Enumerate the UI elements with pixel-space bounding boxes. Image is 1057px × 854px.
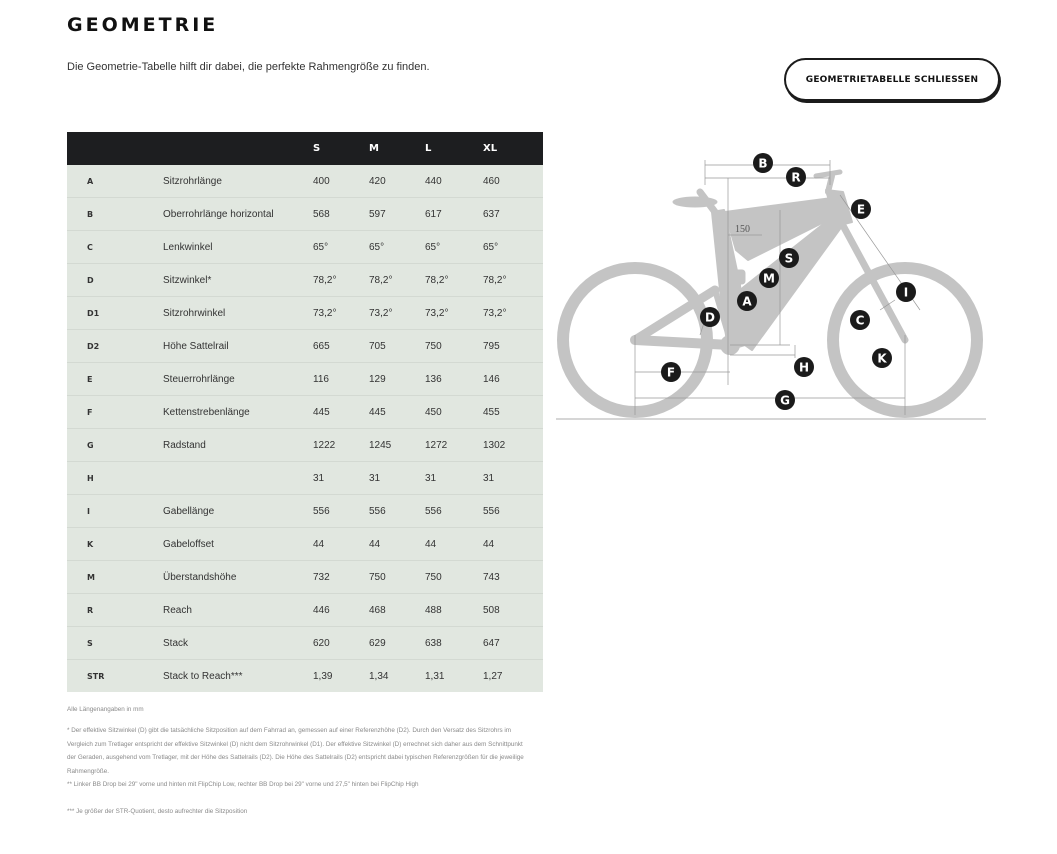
marker-label: S [784, 251, 794, 266]
value-size-m: 1,34 [369, 660, 425, 693]
value-size-xl: 44 [483, 528, 543, 561]
value-size-m: 65° [369, 231, 425, 264]
value-size-l: 440 [425, 165, 483, 198]
row-label: Gabeloffset [163, 528, 313, 561]
marker-d [700, 307, 720, 327]
table-row [67, 528, 543, 561]
row-code: M [67, 561, 163, 594]
marker-label: A [742, 294, 752, 309]
value-size-s: 556 [313, 495, 369, 528]
footnotes [67, 703, 527, 819]
row-code: G [67, 429, 163, 462]
value-size-m: 629 [369, 627, 425, 660]
value-size-xl: 146 [483, 363, 543, 396]
table-row [67, 297, 543, 330]
marker-label: H [798, 360, 810, 375]
value-size-xl: 1,27 [483, 660, 543, 693]
value-size-l: 450 [425, 396, 483, 429]
table-header-row [67, 132, 543, 165]
table-row [67, 330, 543, 363]
marker-label: C [855, 313, 865, 328]
row-label: Stack to Reach*** [163, 660, 313, 693]
value-size-l: 750 [425, 561, 483, 594]
value-size-l: 1272 [425, 429, 483, 462]
value-size-s: 116 [313, 363, 369, 396]
value-size-xl: 65° [483, 231, 543, 264]
page-title: GEOMETRIE [67, 14, 219, 36]
value-size-xl: 1302 [483, 429, 543, 462]
row-label: Höhe Sattelrail [163, 330, 313, 363]
marker-label: G [780, 393, 790, 408]
marker-label: M [763, 271, 775, 286]
value-size-s: 78,2° [313, 264, 369, 297]
value-size-s: 446 [313, 594, 369, 627]
value-size-m: 556 [369, 495, 425, 528]
row-label: Sitzwinkel* [163, 264, 313, 297]
value-size-s: 1222 [313, 429, 369, 462]
row-label: Radstand [163, 429, 313, 462]
marker-label: D [705, 310, 715, 325]
marker-r [786, 167, 806, 187]
marker-b [753, 153, 773, 173]
value-size-l: 136 [425, 363, 483, 396]
row-label: Oberrohrlänge horizontal [163, 198, 313, 231]
header-size-m: M [369, 132, 425, 165]
value-size-m: 597 [369, 198, 425, 231]
value-size-m: 73,2° [369, 297, 425, 330]
value-size-l: 31 [425, 462, 483, 495]
value-size-s: 65° [313, 231, 369, 264]
marker-g [775, 390, 795, 410]
note-str: *** Je größer der STR-Quotient, desto aufrechter die Sitzposition [67, 808, 248, 815]
value-size-l: 488 [425, 594, 483, 627]
value-size-l: 556 [425, 495, 483, 528]
value-size-m: 705 [369, 330, 425, 363]
value-size-xl: 31 [483, 462, 543, 495]
value-size-s: 732 [313, 561, 369, 594]
value-size-xl: 460 [483, 165, 543, 198]
value-size-s: 445 [313, 396, 369, 429]
geometry-table [67, 132, 543, 692]
row-code: B [67, 198, 163, 231]
row-label: Reach [163, 594, 313, 627]
header-size-l: L [425, 132, 483, 165]
table-row [67, 561, 543, 594]
value-size-s: 400 [313, 165, 369, 198]
value-size-xl: 73,2° [483, 297, 543, 330]
header-code [67, 132, 163, 165]
row-code: A [67, 165, 163, 198]
note-units: Alle Längenangaben in mm [67, 706, 144, 713]
table-row [67, 264, 543, 297]
value-size-s: 73,2° [313, 297, 369, 330]
value-size-l: 750 [425, 330, 483, 363]
row-label: Kettenstrebenlänge [163, 396, 313, 429]
value-size-l: 44 [425, 528, 483, 561]
row-label [163, 462, 313, 495]
marker-i [896, 282, 916, 302]
value-size-xl: 508 [483, 594, 543, 627]
value-size-m: 31 [369, 462, 425, 495]
value-size-l: 65° [425, 231, 483, 264]
close-geometry-table-button[interactable]: GEOMETRIETABELLE SCHLIESSEN [784, 58, 1000, 101]
value-size-m: 129 [369, 363, 425, 396]
marker-h [794, 357, 814, 377]
table-row [67, 363, 543, 396]
value-size-xl: 455 [483, 396, 543, 429]
value-size-s: 1,39 [313, 660, 369, 693]
note-bb-drop: ** Linker BB Drop bei 29" vorne und hinten mit FlipChip Low, rechter BB Drop bei 29" vorne und 27,5" hinten bei FlipChip High [67, 781, 419, 788]
table-row [67, 462, 543, 495]
value-size-l: 638 [425, 627, 483, 660]
value-size-m: 750 [369, 561, 425, 594]
value-size-xl: 647 [483, 627, 543, 660]
table-row [67, 165, 543, 198]
marker-e [851, 199, 871, 219]
row-label: Sitzrohrlänge [163, 165, 313, 198]
row-code: STR [67, 660, 163, 693]
row-label: Gabellänge [163, 495, 313, 528]
value-size-m: 78,2° [369, 264, 425, 297]
row-code: D2 [67, 330, 163, 363]
note-seat-angle: * Der effektive Sitzwinkel (D) gibt die tatsächliche Sitzposition auf dem Fahrrad an, gemessen auf einer Referenzhöhe (D2). Durch den Versatz des Sitzrohrs im Vergleich zum Tretlager entspricht der effektive Sitzwinkel (D) nicht dem Sitzrohrwinkel (D1). Der effektive Sitzwinkel (D) errechnet sich daher aus dem Schnittpunkt der Geraden, ausgehend vom Tretlager, mit der Höhe des Sattelrails (D2). Die Höhe des Sattelrails (D2) entspricht dabei typischen Referenzgrößen für die jeweilige Rahmengröße. [67, 727, 524, 775]
row-label: Sitzrohrwinkel [163, 297, 313, 330]
value-size-l: 1,31 [425, 660, 483, 693]
row-code: D1 [67, 297, 163, 330]
row-code: F [67, 396, 163, 429]
header-size-xl: XL [483, 132, 543, 165]
value-size-s: 568 [313, 198, 369, 231]
marker-label: E [856, 202, 866, 217]
row-label: Überstandshöhe [163, 561, 313, 594]
marker-label: R [791, 170, 801, 185]
value-size-xl: 78,2° [483, 264, 543, 297]
value-size-l: 617 [425, 198, 483, 231]
row-code: S [67, 627, 163, 660]
value-size-m: 468 [369, 594, 425, 627]
value-size-xl: 795 [483, 330, 543, 363]
row-code: H [67, 462, 163, 495]
table-row [67, 594, 543, 627]
marker-label: B [758, 156, 768, 171]
marker-k [872, 348, 892, 368]
page-subtitle: Die Geometrie-Tabelle hilft dir dabei, die perfekte Rahmengröße zu finden. [67, 61, 430, 73]
bike-geometry-diagram [540, 140, 1000, 440]
header-name [163, 132, 313, 165]
header-size-s: S [313, 132, 369, 165]
row-code: C [67, 231, 163, 264]
table-row [67, 660, 543, 693]
marker-label: K [877, 351, 887, 366]
table-row [67, 429, 543, 462]
table-row [67, 231, 543, 264]
table-row [67, 495, 543, 528]
value-size-m: 445 [369, 396, 425, 429]
row-label: Steuerrohrlänge [163, 363, 313, 396]
marker-s [779, 248, 799, 268]
value-size-l: 78,2° [425, 264, 483, 297]
value-size-m: 44 [369, 528, 425, 561]
marker-m [759, 268, 779, 288]
table-row [67, 396, 543, 429]
dimension-150-label: 150 [735, 224, 750, 235]
row-label: Stack [163, 627, 313, 660]
value-size-xl: 743 [483, 561, 543, 594]
row-code: E [67, 363, 163, 396]
table-row [67, 627, 543, 660]
value-size-s: 44 [313, 528, 369, 561]
value-size-xl: 556 [483, 495, 543, 528]
row-code: I [67, 495, 163, 528]
marker-c [850, 310, 870, 330]
marker-label: I [903, 285, 909, 300]
value-size-m: 1245 [369, 429, 425, 462]
row-code: K [67, 528, 163, 561]
row-label: Lenkwinkel [163, 231, 313, 264]
row-code: D [67, 264, 163, 297]
value-size-xl: 637 [483, 198, 543, 231]
marker-f [661, 362, 681, 382]
value-size-s: 620 [313, 627, 369, 660]
table-row [67, 198, 543, 231]
marker-label: F [666, 365, 676, 380]
value-size-l: 73,2° [425, 297, 483, 330]
value-size-s: 665 [313, 330, 369, 363]
value-size-m: 420 [369, 165, 425, 198]
value-size-s: 31 [313, 462, 369, 495]
marker-a [737, 291, 757, 311]
row-code: R [67, 594, 163, 627]
